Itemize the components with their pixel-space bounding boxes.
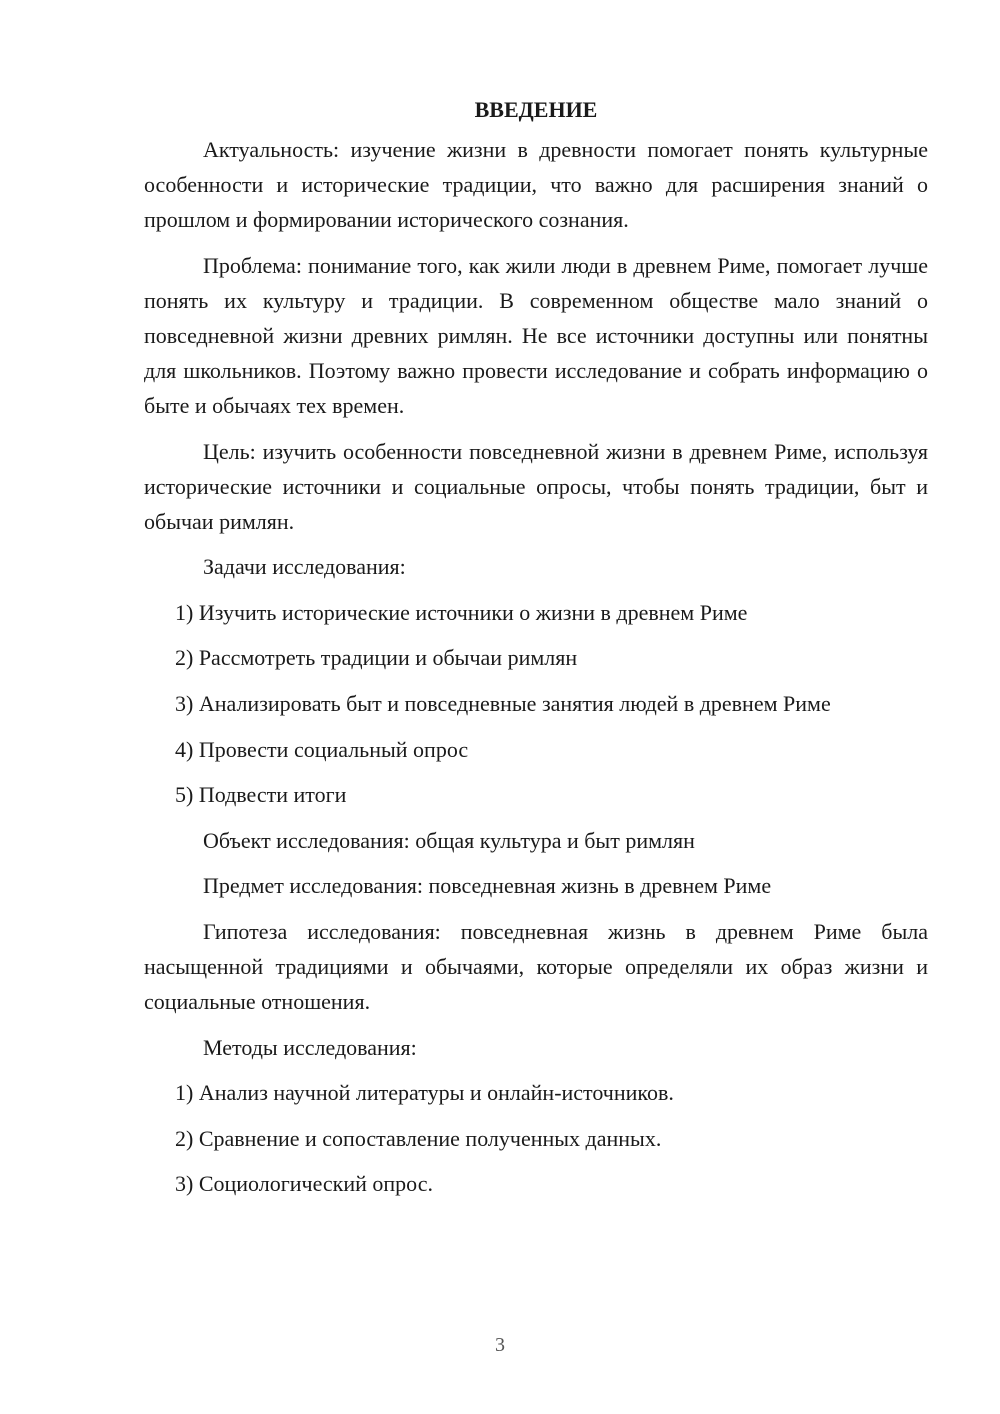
hypothesis-paragraph: Гипотеза исследования: повседневная жизнь в древнем Риме была насыщенной традициями и обычаями, которые определяли их образ жизни и социальные отношения. xyxy=(144,918,928,1015)
method-item: 2) Сравнение и сопоставление полученных данных. xyxy=(175,1125,662,1151)
methods-list xyxy=(144,1075,928,1201)
method-item: 3) Социологический опрос. xyxy=(175,1171,433,1197)
document-page xyxy=(144,92,928,1212)
actuality-paragraph: Актуальность: изучение жизни в древности помогает понять культурные особенности и исторические традиции, что важно для расширения знаний о прошлом и формировании исторического сознания. xyxy=(144,137,928,233)
methods-heading: Методы исследования: xyxy=(203,1034,417,1060)
method-item: 1) Анализ научной литературы и онлайн-источников. xyxy=(175,1080,674,1106)
task-item: 2) Рассмотреть традиции и обычаи римлян xyxy=(175,645,578,671)
goal-paragraph: Цель: изучить особенности повседневной жизни в древнем Риме, используя исторические источники и социальные опросы, чтобы понять традиции, быт и обычаи римлян. xyxy=(144,438,928,535)
research-subject: Предмет исследования: повседневная жизнь в древнем Риме xyxy=(203,873,772,899)
task-item: 3) Анализировать быт и повседневные занятия людей в древнем Риме xyxy=(175,691,831,717)
tasks-list xyxy=(144,595,928,813)
task-item: 1) Изучить исторические источники о жизни в древнем Риме xyxy=(175,599,748,625)
tasks-heading: Задачи исследования: xyxy=(203,554,406,580)
task-item: 5) Подвести итоги xyxy=(175,782,347,808)
section-title: ВВЕДЕНИЕ xyxy=(474,97,598,122)
research-object: Объект исследования: общая культура и быт римлян xyxy=(203,827,695,853)
problem-paragraph: Проблема: понимание того, как жили люди в древнем Риме, помогает лучше понять их культуру и традиции. В современном обществе мало знаний о повседневной жизни древних римлян. Не все источники доступны или понятны для школьников. Поэтому важно провести исследование и собрать информацию о быте и обычаях тех времен. xyxy=(144,252,928,419)
page-number: 3 xyxy=(495,1334,505,1356)
task-item: 4) Провести социальный опрос xyxy=(175,736,469,762)
